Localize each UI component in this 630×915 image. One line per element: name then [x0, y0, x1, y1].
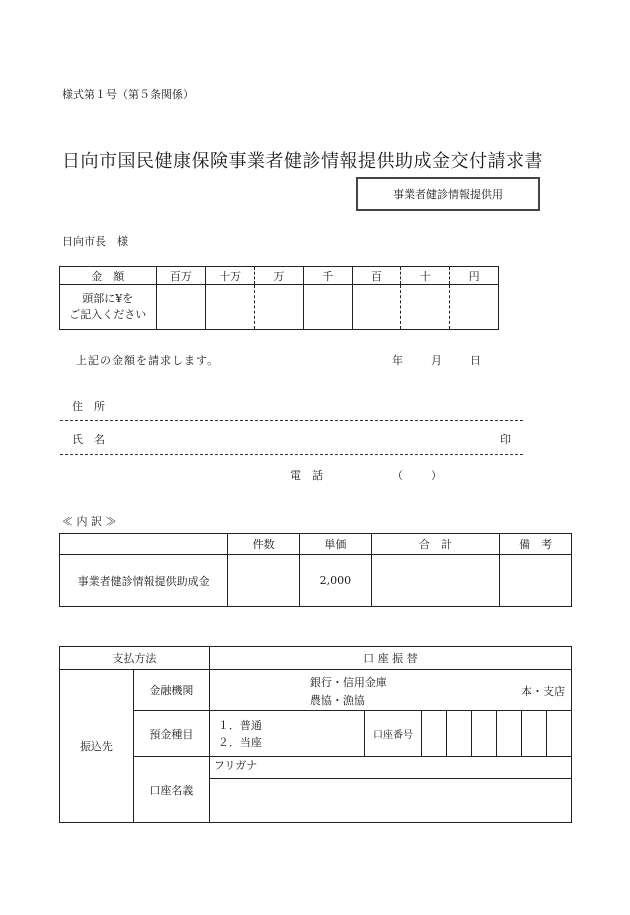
deposit-option-2: ２．当座	[217, 735, 262, 749]
request-text: 上記の金額を請求します。	[76, 354, 220, 367]
deposit-type-label: 預金種目	[133, 711, 209, 757]
institution-cell[interactable]	[209, 670, 571, 711]
form-title: 日向市国民健康保険事業者健診情報提供助成金交付請求書	[62, 151, 543, 172]
amount-cell-ten-thousand[interactable]	[255, 285, 304, 330]
addressee: 日向市長 様	[62, 235, 128, 248]
amount-cell-hundred-thousand[interactable]	[206, 285, 255, 330]
payment-method-value: 口 座 振 替	[209, 647, 571, 670]
amount-cell-yen[interactable]	[450, 285, 499, 330]
phone-paren-open: （	[392, 469, 403, 482]
account-name-label: 口座名義	[133, 757, 209, 823]
breakdown-header-unit-price: 単価	[299, 534, 371, 555]
breakdown-header-total: 合 計	[371, 534, 499, 555]
address-label: 住 所	[72, 400, 105, 413]
amount-cell-hundred[interactable]	[352, 285, 401, 330]
unit-million: 百万	[156, 267, 206, 285]
account-digit-4[interactable]	[497, 711, 522, 757]
destination-label: 振込先	[60, 670, 134, 823]
name-line[interactable]	[60, 454, 523, 455]
amount-note-line2: ご記入ください	[69, 308, 147, 321]
phone-label: 電 話	[290, 469, 323, 482]
payment-method-label: 支払方法	[60, 647, 210, 670]
amount-note-line1: 頭部に¥を	[82, 292, 134, 305]
account-digit-5[interactable]	[521, 711, 546, 757]
unit-yen: 円	[450, 267, 499, 285]
deposit-option-1: １．普通	[217, 718, 262, 732]
form-number: 様式第１号（第５条関係）	[62, 88, 194, 101]
account-digit-1[interactable]	[422, 711, 447, 757]
payment-table	[59, 646, 572, 823]
unit-hundred: 百	[352, 267, 401, 285]
amount-note	[60, 285, 157, 330]
unit-ten-thousand: 万	[255, 267, 304, 285]
breakdown-header-count: 件数	[228, 534, 300, 555]
phone-paren-close: ）	[431, 469, 442, 482]
account-digit-2[interactable]	[447, 711, 472, 757]
breakdown-header-item	[60, 534, 228, 555]
unit-thousand: 千	[303, 267, 352, 285]
amount-label: 金 額	[60, 267, 157, 285]
breakdown-header-remarks: 備 考	[500, 534, 572, 555]
address-line[interactable]	[60, 420, 523, 421]
breakdown-count-cell[interactable]	[228, 555, 300, 607]
furigana-label: フリガナ	[213, 759, 258, 772]
amount-table	[59, 266, 499, 330]
amount-cell-million[interactable]	[156, 285, 206, 330]
account-digit-3[interactable]	[472, 711, 497, 757]
purpose-box: 事業者健診情報提供用	[356, 177, 540, 211]
institution-label: 金融機関	[133, 670, 209, 711]
account-name-cell[interactable]	[209, 779, 571, 823]
breakdown-label: ≪ 内 訳 ≫	[62, 515, 117, 528]
amount-cell-thousand[interactable]	[303, 285, 352, 330]
furigana-cell[interactable]	[209, 757, 571, 779]
branch-label: 本・支店	[521, 684, 565, 698]
date-line	[392, 352, 481, 368]
amount-cell-ten[interactable]	[401, 285, 450, 330]
date-year-label: 年	[392, 354, 403, 367]
unit-hundred-thousand: 十万	[206, 267, 255, 285]
breakdown-table	[59, 533, 572, 607]
breakdown-remarks-cell[interactable]	[500, 555, 572, 607]
bank-line1: 銀行・信用金庫	[309, 675, 387, 689]
account-digit-6[interactable]	[546, 711, 571, 757]
breakdown-row-name: 事業者健診情報提供助成金	[60, 555, 228, 607]
unit-ten: 十	[401, 267, 450, 285]
deposit-type-cell[interactable]	[209, 711, 364, 757]
date-month-label: 月	[431, 354, 442, 367]
breakdown-unit-price: 2,000	[299, 555, 371, 607]
seal-label: 印	[500, 433, 511, 446]
date-day-label: 日	[470, 354, 481, 367]
bank-line2: 農協・漁協	[309, 693, 365, 707]
account-number-label: 口座番号	[364, 711, 421, 757]
name-label: 氏 名	[72, 433, 105, 446]
breakdown-total-cell[interactable]	[371, 555, 499, 607]
